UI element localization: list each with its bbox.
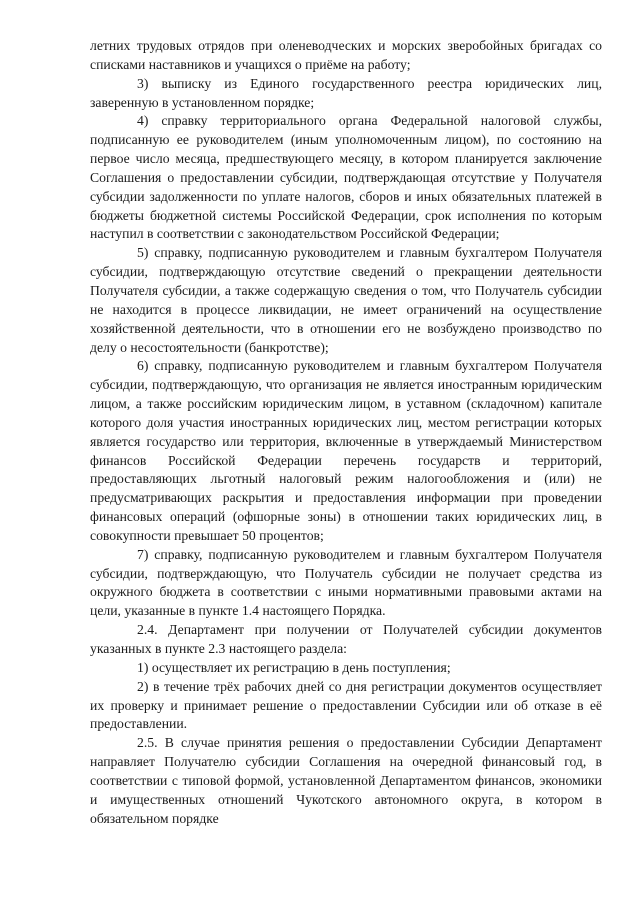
paragraph-item-6: 6) справку, подписанную руководителем и главным бухгалтером Получателя субсидии, подтверждающую, что организация не является иностранным юридическим лицом, а также российским юридическим лицом, в уставном (складочном) капитале которого доля участия иностранных юридических лиц, местом регистрации которых является государство или территория, включенные в утверждаемый Министерством финансов Российской Федерации перечень государств и территорий, предоставляющих льготный налоговый режим налогообложения и (или) не предусматривающих раскрытия и предоставления информации при проведении финансовых операций (офшорные зоны) в отношении таких юридических лиц, в совокупности превышает 50 процентов; <box>90 358 602 543</box>
paragraph-section-2-5: 2.5. В случае принятия решения о предоставлении Субсидии Департамент направляет Получателю субсидии Соглашения на очередной финансовый год, в соответствии с типовой формой, установленной Департаментом финансов, экономики и имущественных отношений Чукотского автономного округа, в котором в обязательном порядке <box>90 735 602 826</box>
document-body <box>90 37 602 828</box>
paragraph-continuation: летних трудовых отрядов при оленеводческих и морских зверобойных бригадах со списками наставников и учащихся о приёме на работу; <box>90 38 602 72</box>
paragraph-sub-2: 2) в течение трёх рабочих дней со дня регистрации документов осуществляет их проверку и принимает решение о предоставлении Субсидии или об отказе в её предоставлении. <box>90 678 602 732</box>
paragraph-section-2-4: 2.4. Департамент при получении от Получателей субсидии документов указанных в пункте 2.3 настоящего раздела: <box>90 622 602 656</box>
paragraph-item-5: 5) справку, подписанную руководителем и главным бухгалтером Получателя субсидии, подтверждающую отсутствие сведений о прекращении деятельности Получателя субсидии, а также содержащую сведения о том, что Получатель субсидии не находится в процессе ликвидации, не имеет ограничений на осуществление хозяйственной деятельности, что в отношении его не возбуждено производство по делу о несостоятельности (банкротстве); <box>90 245 602 355</box>
paragraph-item-3: 3) выписку из Единого государственного реестра юридических лиц, заверенную в установленном порядке; <box>90 75 602 110</box>
paragraph-item-7: 7) справку, подписанную руководителем и главным бухгалтером Получателя субсидии, подтверждающую, что Получатель субсидии не получает средства из окружного бюджета в соответствии с иными нормативными правовыми актами на цели, указанные в пункте 1.4 настоящего Порядка. <box>90 546 602 619</box>
paragraph-sub-1: 1) осуществляет их регистрацию в день поступления; <box>137 659 451 675</box>
paragraph-item-4: 4) справку территориального органа Федеральной налоговой службы, подписанную ее руководителем (иным уполномоченным лицом), по состоянию на первое число месяца, предшествующего месяцу, в котором планируется заключение Соглашения о предоставлении субсидии, подтверждающая отсутствие у Получателя субсидии задолженности по уплате налогов, сборов и иных обязательных платежей в бюджеты бюджетной системы Российской Федерации, срок исполнения по которым наступил в соответствии с законодательством Российской Федерации; <box>90 113 602 242</box>
